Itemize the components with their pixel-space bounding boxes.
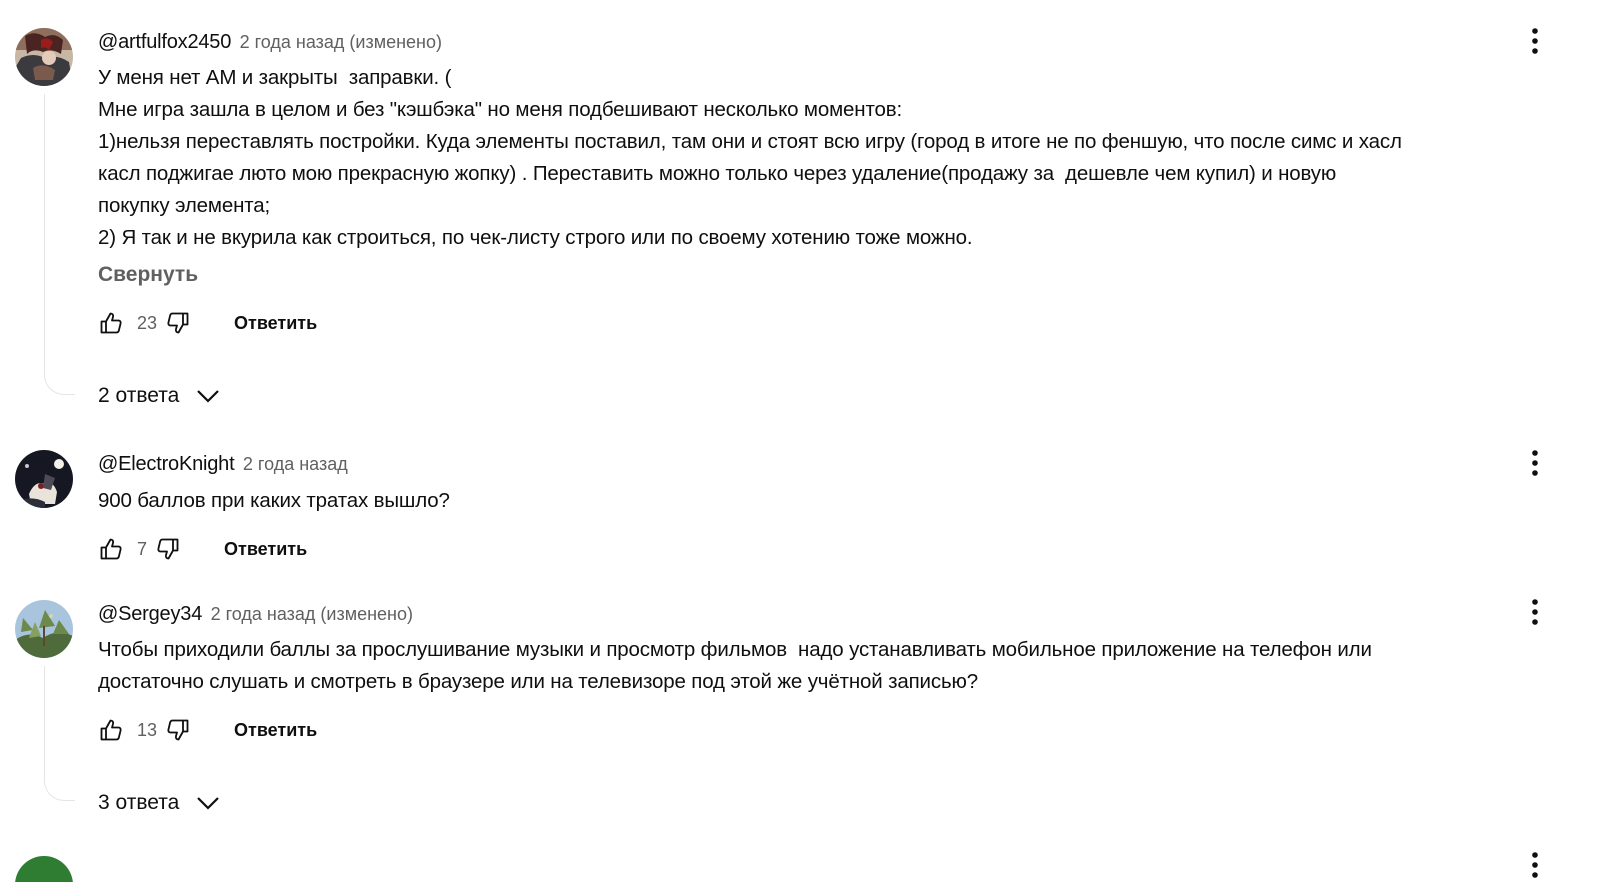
comment-line: 1)нельзя переставлять постройки. Куда элементы поставил, там они и стоят всю игру (город в итоге не по феншую, что после симс и хасл [98,130,1402,153]
thumbs-up-icon [99,311,123,335]
dislike-button[interactable] [165,716,191,744]
like-count: 7 [137,538,148,559]
comment-text [98,634,1560,698]
more-vert-icon [1532,28,1538,54]
reply-button[interactable]: Ответить [224,538,308,559]
like-button[interactable] [98,535,124,563]
like-count: 13 [137,719,158,740]
chevron-down-icon [196,795,220,811]
replies-toggle-button[interactable] [98,788,220,818]
thumbs-down-icon [166,718,190,742]
comment-line: касл поджигае люто мою прекрасную жопку) . Переставить можно только через удаление(продажу за дешевле чем купил) и новую [98,162,1337,185]
comment-menu-button[interactable] [1522,25,1548,57]
thumbs-down-icon [156,537,180,561]
comment-text [98,62,1560,254]
thumbs-down-icon [166,311,190,335]
thumbs-up-icon [99,537,123,561]
comment-timestamp[interactable]: 2 года назад (изменено) [210,604,413,624]
comment-author[interactable]: @ElectroKnight [98,453,235,475]
comment-author[interactable]: @Sergey34 [98,603,203,625]
dislike-button[interactable] [165,309,191,337]
like-count: 23 [137,312,158,333]
replies-count-label: 2 ответа [98,384,180,407]
comment-actions [98,307,317,339]
comment-line: покупку элемента; [98,194,271,217]
dislike-button[interactable] [155,535,181,563]
more-vert-icon [1532,450,1538,476]
avatar-image [15,450,73,508]
comment-author[interactable]: @artfulfox2450 [98,31,232,53]
avatar[interactable] [15,600,73,658]
thumbs-up-icon [99,718,123,742]
replies-toggle-button[interactable] [98,381,220,411]
comment-menu-button[interactable] [1522,447,1548,479]
reply-button[interactable]: Ответить [234,719,318,740]
comment-menu-button[interactable] [1522,852,1548,882]
avatar-image [15,28,73,86]
comment-line: У меня нет АМ и закрыты заправки. ( [98,66,452,89]
comment-line: Мне игра зашла в целом и без "кэшбэка" но меня подбешивают несколько моментов: [98,98,903,121]
comment-line: 2) Я так и не вкурила как строиться, по чек-листу строго или по своему хотению тоже можно. [98,226,973,249]
more-vert-icon [1532,852,1538,878]
comment-timestamp[interactable]: 2 года назад [242,454,348,474]
comment-menu-button[interactable] [1522,596,1548,628]
comment-actions [98,533,307,565]
like-button[interactable] [98,309,124,337]
thread-connector-line [44,94,75,395]
comment-actions [98,714,317,746]
thread-connector-line [44,666,75,801]
avatar[interactable] [15,450,73,508]
comment-line: Чтобы приходили баллы за прослушивание музыки и просмотр фильмов надо устанавливать мобильное приложение на телефон или [98,638,1372,661]
comment-header [98,451,348,479]
replies-count-label: 3 ответа [98,791,180,814]
comment-timestamp[interactable]: 2 года назад (изменено) [239,32,443,52]
avatar[interactable] [15,28,73,86]
collapse-link[interactable]: Свернуть [98,263,199,286]
like-button[interactable] [98,716,124,744]
comment-header [98,601,413,629]
comment-line: достаточно слушать и смотреть в браузере или на телевизоре под этой же учётной записью? [98,670,978,693]
comment-text [98,485,1560,517]
reply-button[interactable]: Ответить [234,312,318,333]
comment-line: 900 баллов при каких тратах вышло? [98,489,450,512]
avatar[interactable] [15,856,73,882]
comment-header [98,29,442,57]
avatar-image [15,600,73,658]
chevron-down-icon [196,388,220,404]
more-vert-icon [1532,599,1538,625]
